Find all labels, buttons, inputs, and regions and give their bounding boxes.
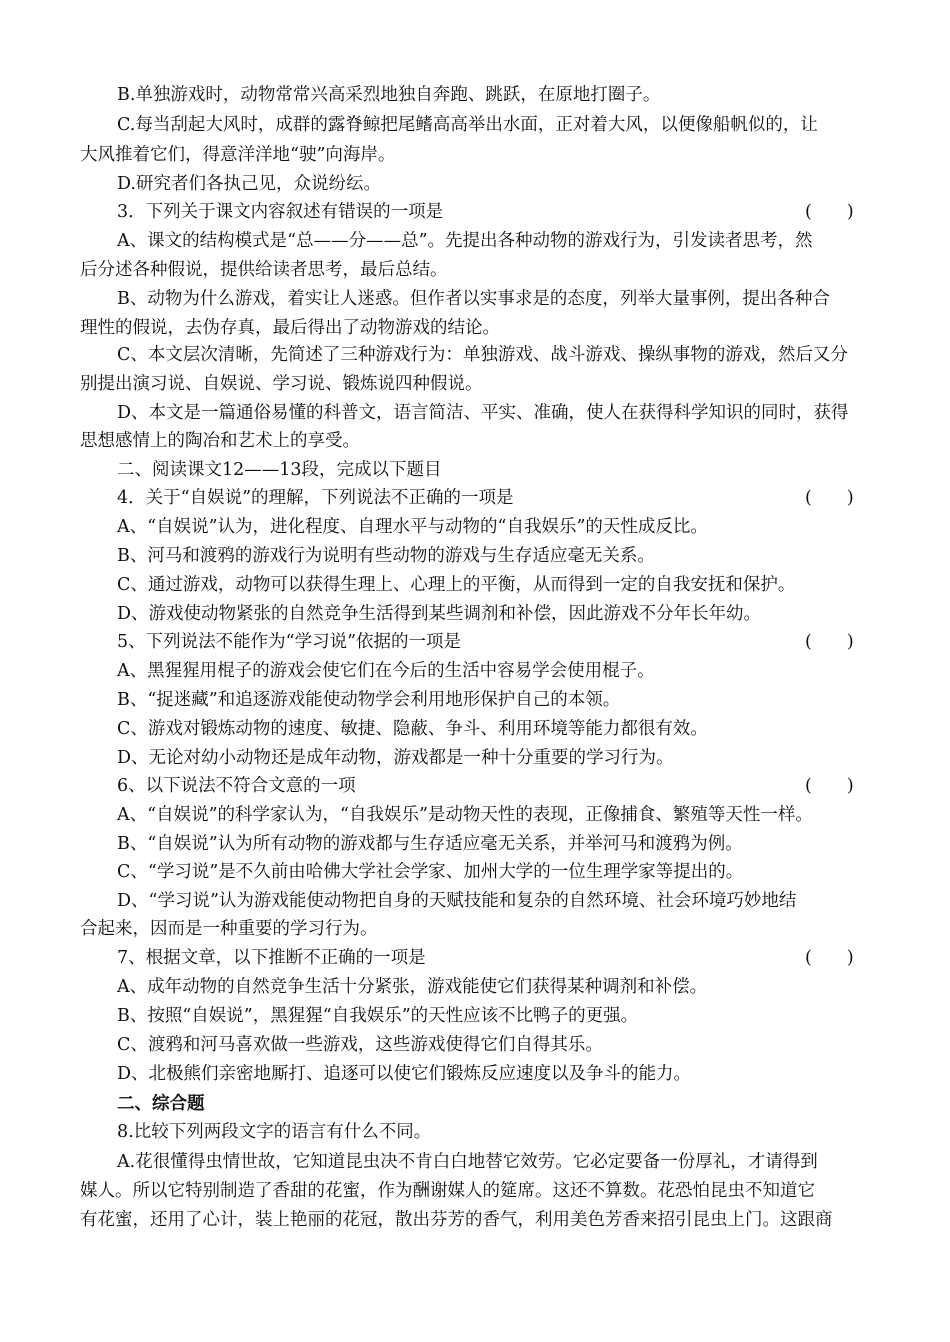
text-line: B、动物为什么游戏，着实让人迷惑。但作者以实事求是的态度，列举大量事例，提出各种合 (117, 289, 830, 309)
text-line: B、河马和渡鸦的游戏行为说明有些动物的游戏与生存适应毫无关系。 (117, 546, 655, 566)
text-line: A、“自娱说”的科学家认为，“自我娱乐”是动物天性的表现，正像捕食、繁殖等天性一样。 (117, 805, 813, 825)
answer-blank: ( ) (805, 488, 854, 508)
section-heading: 二、阅读课文12——13段，完成以下题目 (117, 460, 442, 480)
text-line: C.每当刮起大风时，成群的露脊鲸把尾鳍高高举出水面，正对着大风，以便像船帆似的，让 (117, 115, 818, 135)
text-line: D、北极熊们亲密地厮打、追逐可以使它们锻炼反应速度以及争斗的能力。 (117, 1064, 692, 1084)
text-line: B、按照“自娱说”，黑猩猩“自我娱乐”的天性应该不比鸭子的更强。 (117, 1006, 639, 1026)
text-line: D、无论对幼小动物还是成年动物，游戏都是一种十分重要的学习行为。 (117, 748, 674, 768)
text-line: 后分述各种假说，提供给读者思考，最后总结。 (80, 260, 448, 280)
question-4-stem: 4．关于“自娱说”的理解，下列说法不正确的一项是 (117, 488, 514, 508)
text-line: B.单独游戏时，动物常常兴高采烈地独自奔跑、跳跃，在原地打圈子。 (117, 85, 661, 105)
text-line: 别提出演习说、自娱说、学习说、锻炼说四种假说。 (80, 374, 483, 394)
question-8-stem: 8.比较下列两段文字的语言有什么不同。 (117, 1122, 432, 1142)
text-line: A、黑猩猩用棍子的游戏会使它们在今后的生活中容易学会使用棍子。 (117, 661, 655, 681)
answer-blank: ( ) (805, 202, 854, 222)
answer-blank: ( ) (805, 776, 854, 796)
text-line: 有花蜜，还用了心计，装上艳丽的花冠，散出芬芳的香气，利用美色芳香来招引昆虫上门。这跟商 (80, 1210, 833, 1230)
question-5-stem: 5、下列说法不能作为“学习说”依据的一项是 (117, 632, 462, 652)
text-line: A.花很懂得虫情世故，它知道昆虫决不肯白白地替它效劳。它必定要备一份厚礼，才请得到 (117, 1152, 818, 1172)
text-line: C、渡鸦和河马喜欢做一些游戏，这些游戏使得它们自得其乐。 (117, 1035, 603, 1055)
section-heading: 二、综合题 (117, 1094, 205, 1114)
text-line: D.研究者们各执己见，众说纷纭。 (117, 174, 381, 194)
text-line: B、“自娱说”认为所有动物的游戏都与生存适应毫无关系，并举河马和渡鸦为例。 (117, 834, 743, 854)
text-line: D、游戏使动物紧张的自然竞争生活得到某些调剂和补偿，因此游戏不分年长年幼。 (117, 604, 762, 624)
text-line: A、成年动物的自然竞争生活十分紧张，游戏能使它们获得某种调剂和补偿。 (117, 977, 708, 997)
text-line: D、“学习说”认为游戏能使动物把自身的天赋技能和复杂的自然环境、社会环境巧妙地结 (117, 891, 797, 911)
text-line: 合起来，因而是一种重要的学习行为。 (80, 919, 378, 939)
text-line: C、本文层次清晰，先简述了三种游戏行为：单独游戏、战斗游戏、操纵事物的游戏，然后又分 (117, 345, 848, 365)
text-line: C、游戏对锻炼动物的速度、敏捷、隐蔽、争斗、利用环境等能力都很有效。 (117, 719, 708, 739)
question-6-stem: 6、以下说法不符合文意的一项 (117, 776, 356, 796)
text-line: A、课文的结构模式是“总——分——总”。先提出各种动物的游戏行为，引发读者思考，然 (117, 231, 813, 251)
text-line: A、“自娱说”认为，进化程度、自理水平与动物的“自我娱乐”的天性成反比。 (117, 517, 708, 537)
text-line: C、通过游戏，动物可以获得生理上、心理上的平衡，从而得到一定的自我安抚和保护。 (117, 575, 796, 595)
text-line: 媒人。所以它特别制造了香甜的花蜜，作为酬谢媒人的筵席。这还不算数。花恐怕昆虫不知道它 (80, 1181, 815, 1201)
question-7-stem: 7、根据文章，以下推断不正确的一项是 (117, 948, 426, 968)
text-line: 理性的假说，去伪存真，最后得出了动物游戏的结论。 (80, 318, 500, 338)
answer-blank: ( ) (805, 632, 854, 652)
answer-blank: ( ) (805, 948, 854, 968)
text-line: 思想感情上的陶冶和艺术上的享受。 (80, 431, 360, 451)
question-3-stem: 3．下列关于课文内容叙述有错误的一项是 (117, 202, 444, 222)
text-line: C、“学习说”是不久前由哈佛大学社会学家、加州大学的一位生理学家等提出的。 (117, 862, 744, 882)
text-line: B、“捉迷藏”和追逐游戏能使动物学会利用地形保护自己的本领。 (117, 690, 621, 710)
text-line: D、本文是一篇通俗易懂的科普文，语言简洁、平实、准确，使人在获得科学知识的同时，获得 (117, 403, 849, 423)
text-line: 大风推着它们，得意洋洋地“驶”向海岸。 (80, 145, 396, 165)
